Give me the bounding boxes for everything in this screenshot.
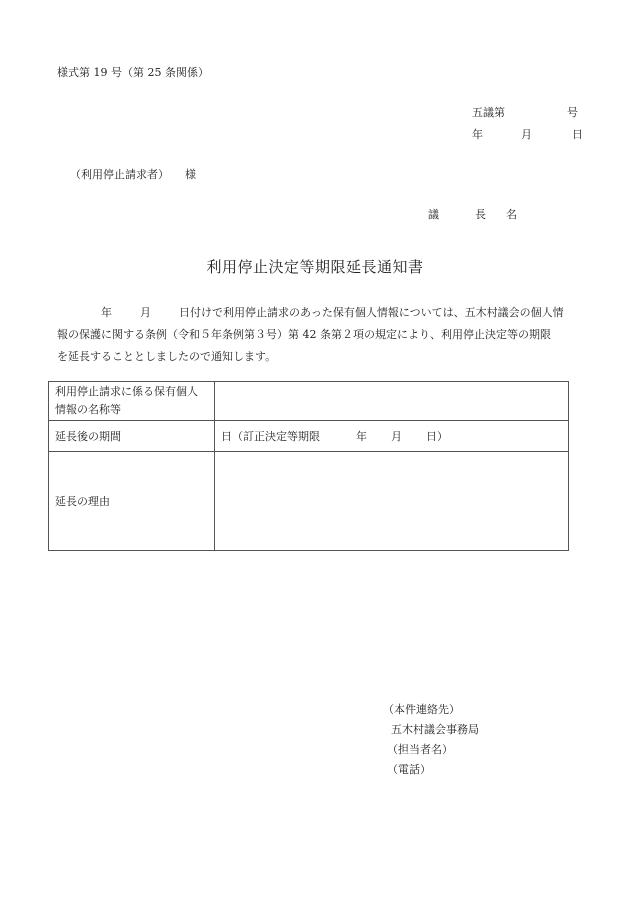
period-day: 日 <box>221 430 232 443</box>
period-month: 月 <box>391 430 402 443</box>
date-year: 年 <box>472 128 483 141</box>
body-line-1-text: 日付けで利用停止請求のあった保有個人情報については、五木村議会の個人情 <box>179 306 564 319</box>
issue-date <box>472 126 583 142</box>
extended-period-label: 延長後の期間 <box>49 421 215 452</box>
body-line-1 <box>57 302 577 324</box>
period-deadline: （訂正決定等期限 <box>232 430 320 443</box>
date-month: 月 <box>521 128 532 141</box>
body-month: 月 <box>140 306 151 319</box>
table-row <box>49 421 569 452</box>
extended-period-value <box>215 421 569 452</box>
doc-number-suffix: 号 <box>567 106 578 119</box>
doc-number-prefix: 五議第 <box>472 106 505 119</box>
chair-title-1: 議 <box>428 208 439 221</box>
date-day: 日 <box>572 128 583 141</box>
contact-phone: （電話） <box>387 763 431 776</box>
contact-heading: （本件連絡先） <box>383 703 460 716</box>
addressee <box>70 166 196 182</box>
extension-reason-value <box>215 452 569 551</box>
notice-body <box>57 302 577 368</box>
addressee-honorific: 様 <box>185 168 196 181</box>
body-year: 年 <box>101 306 112 319</box>
info-name-label: 利用停止請求に係る保有個人 情報の名称等 <box>49 382 215 421</box>
chair-title-2: 長 <box>475 208 486 221</box>
period-year: 年 <box>356 430 367 443</box>
body-line-3: を延長することとしましたので通知します。 <box>57 350 277 363</box>
document-number <box>472 104 578 120</box>
table-row <box>49 382 569 421</box>
contact-office: 五木村議会事務局 <box>391 723 479 736</box>
table-row <box>49 452 569 551</box>
period-day-end: 日） <box>426 430 448 443</box>
form-number: 様式第 19 号（第 25 条関係） <box>57 66 209 79</box>
extension-reason-label: 延長の理由 <box>49 452 215 551</box>
body-line-2: 報の保護に関する条例（令和５年条例第３号）第 42 条第２項の規定により、利用停止決定等の期限 <box>57 328 551 341</box>
document-title: 利用停止決定等期限延長通知書 <box>206 258 424 276</box>
contact-person: （担当者名） <box>387 743 453 756</box>
contact-block <box>383 700 479 780</box>
addressee-name: （利用停止請求者） <box>70 168 169 181</box>
info-name-value <box>215 382 569 421</box>
sender-chair <box>428 206 517 222</box>
chair-name: 名 <box>506 208 517 221</box>
extension-details-table <box>48 381 569 551</box>
